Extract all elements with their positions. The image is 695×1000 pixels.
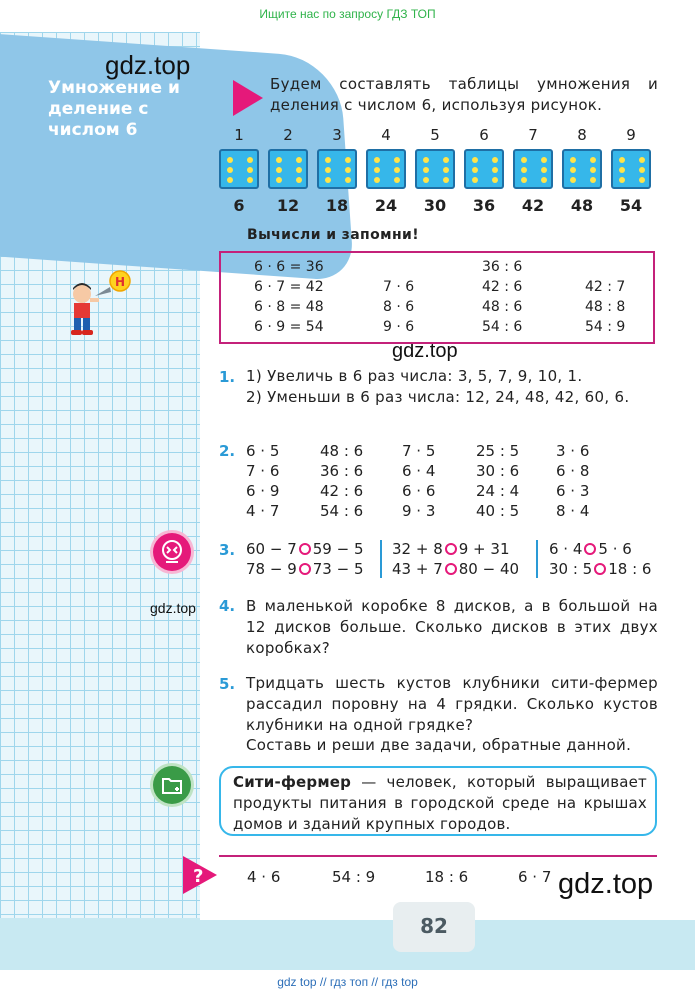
- counter-label: 6: [479, 126, 489, 144]
- remember-cell: 6 · 8 = 48: [254, 299, 324, 315]
- product-label: 18: [325, 196, 349, 215]
- compare-circle[interactable]: [299, 563, 311, 575]
- counter-label: 9: [626, 126, 636, 144]
- counter-label: 8: [577, 126, 587, 144]
- task2-expression: 3 · 6: [556, 442, 590, 460]
- six-dot-card: [562, 149, 602, 189]
- task-number: 2.: [219, 442, 236, 460]
- six-dot-card: [366, 149, 406, 189]
- compare-circle[interactable]: [584, 543, 596, 555]
- compare-circle[interactable]: [594, 563, 606, 575]
- compare-expression: 32 + 8 9 + 31: [392, 540, 510, 558]
- task1-line2: 2) Уменьши в 6 раз числа: 12, 24, 48, 42, 60, 6.: [246, 388, 630, 406]
- practice-expression: 54 : 9: [332, 868, 376, 886]
- remember-cell: 48 : 8: [585, 299, 626, 315]
- watermark: gdz.top: [105, 50, 191, 80]
- badge-letter: Н: [114, 275, 126, 289]
- compare-expression: 60 − 7 59 − 5: [246, 540, 364, 558]
- six-dot-card: [415, 149, 455, 189]
- task2-expression: 7 · 5: [402, 442, 436, 460]
- six-dot-card: [464, 149, 504, 189]
- counter-label: 4: [381, 126, 391, 144]
- task2-expression: 6 · 4: [402, 462, 436, 480]
- bottom-links[interactable]: gdz top // гдз топ // гдз top: [277, 975, 418, 989]
- pair-work-icon: [153, 533, 191, 571]
- product-label: 54: [619, 196, 643, 215]
- task2-expression: 48 : 6: [320, 442, 364, 460]
- svg-text:?: ?: [193, 866, 204, 887]
- task2-expression: 7 · 6: [246, 462, 280, 480]
- remember-cell: 36 : 6: [482, 259, 523, 275]
- task2-expression: 42 : 6: [320, 482, 364, 500]
- six-dot-card: [513, 149, 553, 189]
- task2-expression: 6 · 3: [556, 482, 590, 500]
- remember-cell: 9 · 6: [383, 319, 415, 335]
- question-icon: [183, 856, 217, 894]
- task-number: 1.: [219, 368, 236, 386]
- counter-label: 7: [528, 126, 538, 144]
- remember-cell: 48 : 6: [482, 299, 523, 315]
- remember-cell: 7 · 6: [383, 279, 415, 295]
- remember-cell: 54 : 9: [585, 319, 626, 335]
- divider: [380, 540, 382, 578]
- practice-expression: 6 · 7: [518, 868, 552, 886]
- product-label: 24: [374, 196, 398, 215]
- task2-expression: 6 · 6: [402, 482, 436, 500]
- task2-expression: 40 : 5: [476, 502, 520, 520]
- task2-expression: 30 : 6: [476, 462, 520, 480]
- remember-cell: 54 : 6: [482, 319, 523, 335]
- product-label: 48: [570, 196, 594, 215]
- task2-expression: 24 : 4: [476, 482, 520, 500]
- practice-expression: 4 · 6: [247, 868, 281, 886]
- product-label: 36: [472, 196, 496, 215]
- watermark: gdz.top: [392, 340, 458, 362]
- task2-expression: 6 · 9: [246, 482, 280, 500]
- top-search-link[interactable]: Ищите нас по запросу ГДЗ ТОП: [259, 7, 436, 21]
- task5-extra: Составь и реши две задачи, обратные данной.: [246, 736, 632, 754]
- task-number: 3.: [219, 541, 236, 559]
- task5-text: Тридцать шесть кустов клубники сити-фермер рассадил поровну на 4 грядки. Сколько кустов клубники на одной грядке?: [246, 674, 658, 734]
- remember-cell: 6 · 9 = 54: [254, 319, 324, 335]
- compare-circle[interactable]: [299, 543, 311, 555]
- counter-label: 1: [234, 126, 244, 144]
- compare-expression: 30 : 5 18 : 6: [549, 560, 652, 578]
- task2-expression: 25 : 5: [476, 442, 520, 460]
- folder-icon: [153, 766, 191, 804]
- compare-expression: 43 + 7 80 − 40: [392, 560, 520, 578]
- task2-expression: 8 · 4: [556, 502, 590, 520]
- play-marker-icon: [233, 80, 263, 116]
- task2-expression: 6 · 8: [556, 462, 590, 480]
- topic-title: Умножение и деление с числом 6: [48, 78, 180, 140]
- remember-cell: 42 : 6: [482, 279, 523, 295]
- six-dot-card: [219, 149, 259, 189]
- watermark: gdz.top: [150, 600, 196, 616]
- divider: [536, 540, 538, 578]
- definition-text: Сити-фермер — человек, который выращивает продукты питания в городской среде на крышах домов и зданий крупных городов.: [233, 773, 647, 833]
- product-label: 6: [233, 196, 245, 215]
- task-number: 4.: [219, 597, 236, 615]
- compare-expression: 6 · 4 5 · 6: [549, 540, 632, 558]
- compare-circle[interactable]: [445, 563, 457, 575]
- counter-label: 2: [283, 126, 293, 144]
- task2-expression: 9 · 3: [402, 502, 436, 520]
- task1-line1: 1) Увеличь в 6 раз числа: 3, 5, 7, 9, 10, 1.: [246, 367, 583, 385]
- intro-text: Будем составлять таблицы умножения и деления с числом 6, используя рисунок.: [270, 75, 658, 114]
- counter-label: 5: [430, 126, 440, 144]
- bottom-band: [0, 918, 695, 970]
- remember-cell: 8 · 6: [383, 299, 415, 315]
- watermark: gdz.top: [558, 868, 654, 900]
- remember-cell: 6 · 6 = 36: [254, 259, 324, 275]
- remember-cell: 42 : 7: [585, 279, 626, 295]
- task2-expression: 6 · 5: [246, 442, 280, 460]
- page-number: 82: [420, 914, 448, 938]
- task2-expression: 4 · 7: [246, 502, 280, 520]
- remember-cell: 6 · 7 = 42: [254, 279, 324, 295]
- counter-label: 3: [332, 126, 342, 144]
- separator-line: [219, 855, 657, 857]
- task2-expression: 54 : 6: [320, 502, 364, 520]
- boy-character-illustration: [62, 268, 132, 338]
- six-dot-card: [611, 149, 651, 189]
- product-label: 42: [521, 196, 545, 215]
- six-dot-card: [317, 149, 357, 189]
- task-number: 5.: [219, 675, 236, 693]
- product-label: 30: [423, 196, 447, 215]
- compare-expression: 78 − 9 73 − 5: [246, 560, 364, 578]
- remember-title: Вычисли и запомни!: [247, 227, 420, 243]
- practice-expression: 18 : 6: [425, 868, 469, 886]
- task4-text: В маленькой коробке 8 дисков, а в большой на 12 дисков больше. Сколько дисков в этих двух коробках?: [246, 597, 658, 657]
- product-label: 12: [276, 196, 300, 215]
- task2-expression: 36 : 6: [320, 462, 364, 480]
- six-dot-card: [268, 149, 308, 189]
- compare-circle[interactable]: [445, 543, 457, 555]
